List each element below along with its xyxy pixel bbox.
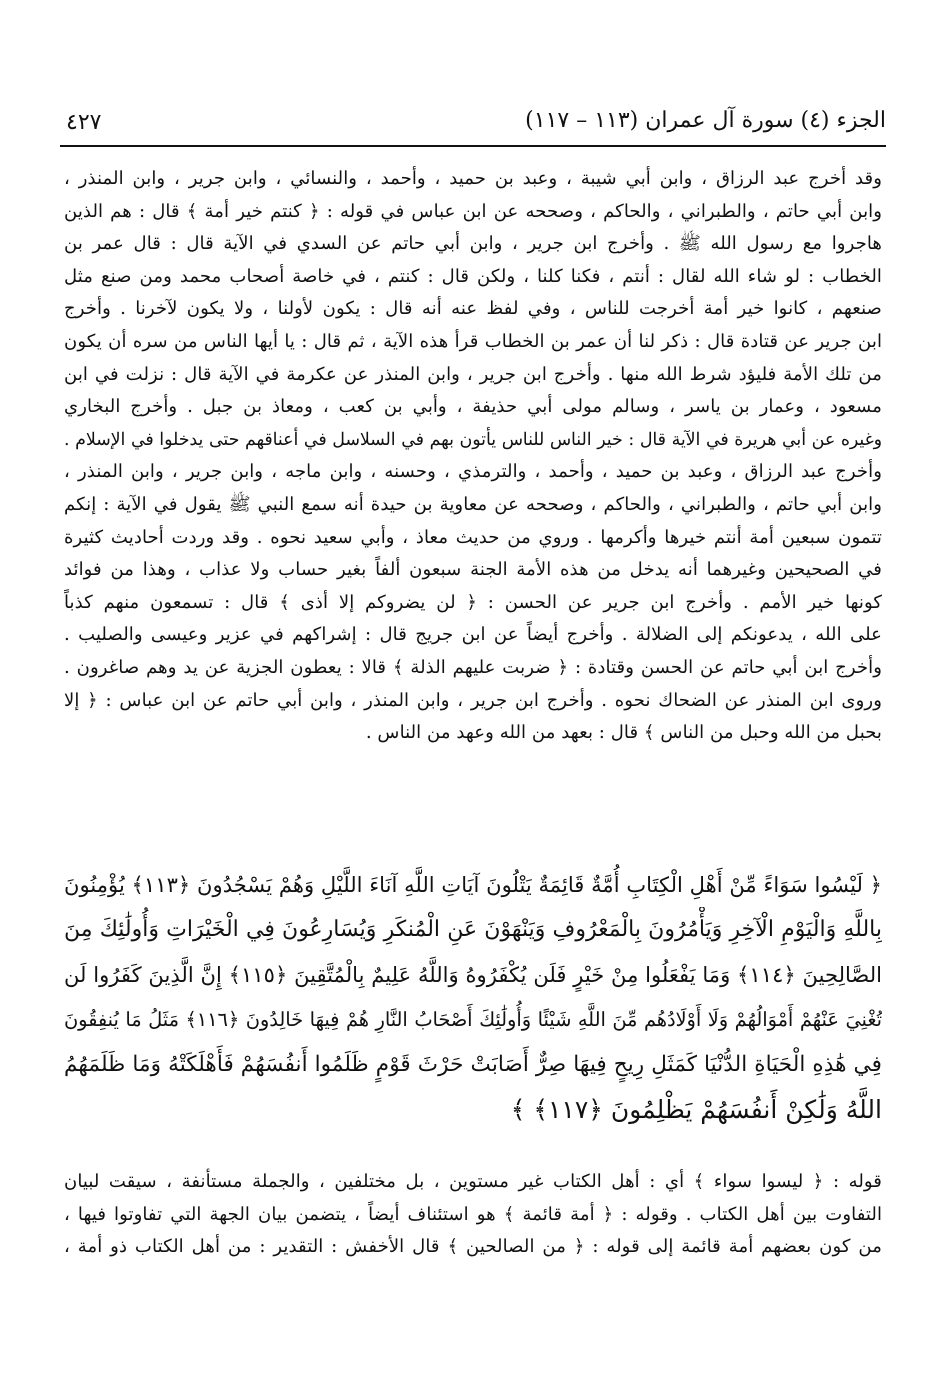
text-line: من تلك الأمة فليؤد شرط الله منها . وأخرج ابن جرير ، وابن المنذر عن عكرمة في الآية قال : نزلت في ابن bbox=[64, 363, 882, 385]
page-number: ٤٢٧ bbox=[66, 110, 102, 135]
text-line: في الصحيحين وغيرهما أنه يدخل من هذه الأمة الجنة سبعون ألفاً بغير حساب ولا عذاب ، وهذا من فوائد bbox=[64, 559, 882, 581]
commentary-line: قوله : ﴿ ليسوا سواء ﴾ أي : أهل الكتاب غير مستوين ، بل مختلفين ، والجملة مستأنفة ، سيقت لبيان bbox=[64, 1171, 882, 1192]
text-line: بحبل من الله وحبل من الناس ﴾ قال : بعهد من الله وعهد من الناس . bbox=[365, 722, 882, 744]
quran-verses bbox=[64, 862, 882, 1132]
verse-line: تُغْنِيَ عَنْهُمْ أَمْوَالُهُمْ وَلَا أَوْلَادُهُم مِّنَ اللَّهِ شَيْئًا وَأُولَٰئِكَ أَصْحَابُ النَّارِ هُمْ فِيهَا خَالِدُونَ ﴿١١٦﴾ مَثَلُ مَا يُنفِقُونَ bbox=[64, 1008, 882, 1031]
commentary-text bbox=[64, 1166, 882, 1264]
text-line: وأخرج ابن أبي حاتم عن الحسن وقتادة : ﴿ ضربت عليهم الذلة ﴾ قالا : يعطون الجزية عن يد وهم صاغرون . bbox=[64, 656, 882, 678]
text-line: تتمون سبعين أمة أنتم خيرها وأكرمها . وروي من حديث معاذ ، وأبي سعيد نحوه . وقد وردت أحاديث كثيرة bbox=[64, 526, 882, 548]
text-line: وقد أخرج عبد الرزاق ، وابن أبي شيبة ، وعبد بن حميد ، وأحمد ، والنسائي ، وابن جرير ، وابن المنذر ، bbox=[64, 168, 882, 189]
text-line: مسعود ، وعمار بن ياسر ، وسالم مولى أبي حذيفة ، وأبي بن كعب ، ومعاذ بن جبل . وأخرج البخاري bbox=[64, 396, 882, 418]
text-line: وغيره عن أبي هريرة في الآية قال : خير الناس للناس يأتون بهم في السلاسل في أعناقهم حتى يدخلوا في الإسلام . bbox=[64, 429, 882, 450]
text-line: وابن أبي حاتم ، والطبراني ، والحاكم ، وصححه عن معاوية بن حيدة أنه سمع النبي ﷺ يقول في الآية : إنكم bbox=[64, 493, 882, 515]
verse-line: فِي هَٰذِهِ الْحَيَاةِ الدُّنْيَا كَمَثَلِ رِيحٍ فِيهَا صِرٌّ أَصَابَتْ حَرْثَ قَوْمٍ ظَلَمُوا أَنفُسَهُمْ فَأَهْلَكَتْهُ وَمَا ظَلَمَهُمُ bbox=[64, 1052, 882, 1077]
page-header bbox=[60, 108, 886, 142]
text-line: هاجروا مع رسول الله ﷺ . وأخرج ابن جرير ، وابن أبي حاتم عن السدي في الآية قال : قال عمر بن bbox=[64, 233, 882, 255]
text-line: وروى ابن المنذر عن الضحاك نحوه . وأخرج ابن جرير ، وابن المنذر ، وابن أبي حاتم عن ابن عباس : ﴿ إلا bbox=[64, 689, 882, 711]
verse-line: الصَّالِحِينَ ﴿١١٤﴾ وَمَا يَفْعَلُوا مِنْ خَيْرٍ فَلَن يُكْفَرُوهُ وَاللَّهُ عَلِيمٌ بِالْمُتَّقِينَ ﴿١١٥﴾ إِنَّ الَّذِينَ كَفَرُوا لَن bbox=[64, 962, 882, 987]
header-rule bbox=[60, 145, 886, 147]
verse-line: ﴿ لَيْسُوا سَوَاءً مِّنْ أَهْلِ الْكِتَابِ أُمَّةٌ قَائِمَةٌ يَتْلُونَ آيَاتِ اللَّهِ آنَاءَ اللَّيْلِ وَهُمْ يَسْجُدُونَ ﴿١١٣﴾ يُؤْمِنُونَ bbox=[64, 872, 882, 897]
main-text bbox=[64, 163, 882, 750]
text-line: الخطاب : لو شاء الله لقال : أنتم ، فكنا كلنا ، ولكن قال : كنتم ، في خاصة أصحاب محمد ومن صنع مثل bbox=[64, 265, 882, 287]
commentary-line: من كون بعضهم أمة قائمة إلى قوله : ﴿ من الصالحين ﴾ قال الأخفش : التقدير : من أهل الكتاب ذو أمة ، bbox=[64, 1236, 882, 1258]
commentary-line: التفاوت بين أهل الكتاب . وقوله : ﴿ أمة قائمة ﴾ هو استئناف أيضاً ، يتضمن بيان الجهة التي تفاوتوا فيها ، bbox=[64, 1203, 882, 1225]
text-line: كونها خير الأمم . وأخرج ابن جرير عن الحسن : ﴿ لن يضروكم إلا أذى ﴾ قال : تسمعون منهم كذباً bbox=[64, 591, 882, 613]
text-line: ابن جرير عن قتادة قال : ذكر لنا أن عمر بن الخطاب قرأ هذه الآية ، ثم قال : يا أيها الناس من سره أن يكون bbox=[64, 330, 882, 352]
text-line: وأخرج عبد الرزاق ، وعبد بن حميد ، وأحمد ، والترمذي ، وحسنه ، وابن ماجه ، وابن جرير ، وابن المنذر ، bbox=[64, 461, 882, 483]
verse-line: اللَّهُ وَلَٰكِنْ أَنفُسَهُمْ يَظْلِمُونَ ﴿١١٧﴾ ﴾ bbox=[510, 1095, 882, 1124]
running-title: الجزء (٤) سورة آل عمران (١١٣ – ١١٧) bbox=[525, 108, 886, 133]
verse-line: بِاللَّهِ وَالْيَوْمِ الْآخِرِ وَيَأْمُرُونَ بِالْمَعْرُوفِ وَيَنْهَوْنَ عَنِ الْمُنكَرِ وَيُسَارِعُونَ فِي الْخَيْرَاتِ وَأُولَٰئِكَ مِنَ bbox=[64, 917, 882, 942]
text-line: صنعهم ، كانوا خير أمة أخرجت للناس ، وفي لفظ عنه أنه قال : يكون لأولنا ، ولا يكون لآخرنا . وأخرج bbox=[64, 298, 882, 320]
text-line: وابن أبي حاتم ، والطبراني ، والحاكم ، وصححه عن ابن عباس في قوله : ﴿ كنتم خير أمة ﴾ قال : هم الذين bbox=[64, 200, 882, 222]
text-line: على الله ، يدعونكم إلى الضلالة . وأخرج أيضاً عن ابن جريج قال : إشراكهم في عزير وعيسى والصليب . bbox=[64, 624, 882, 646]
